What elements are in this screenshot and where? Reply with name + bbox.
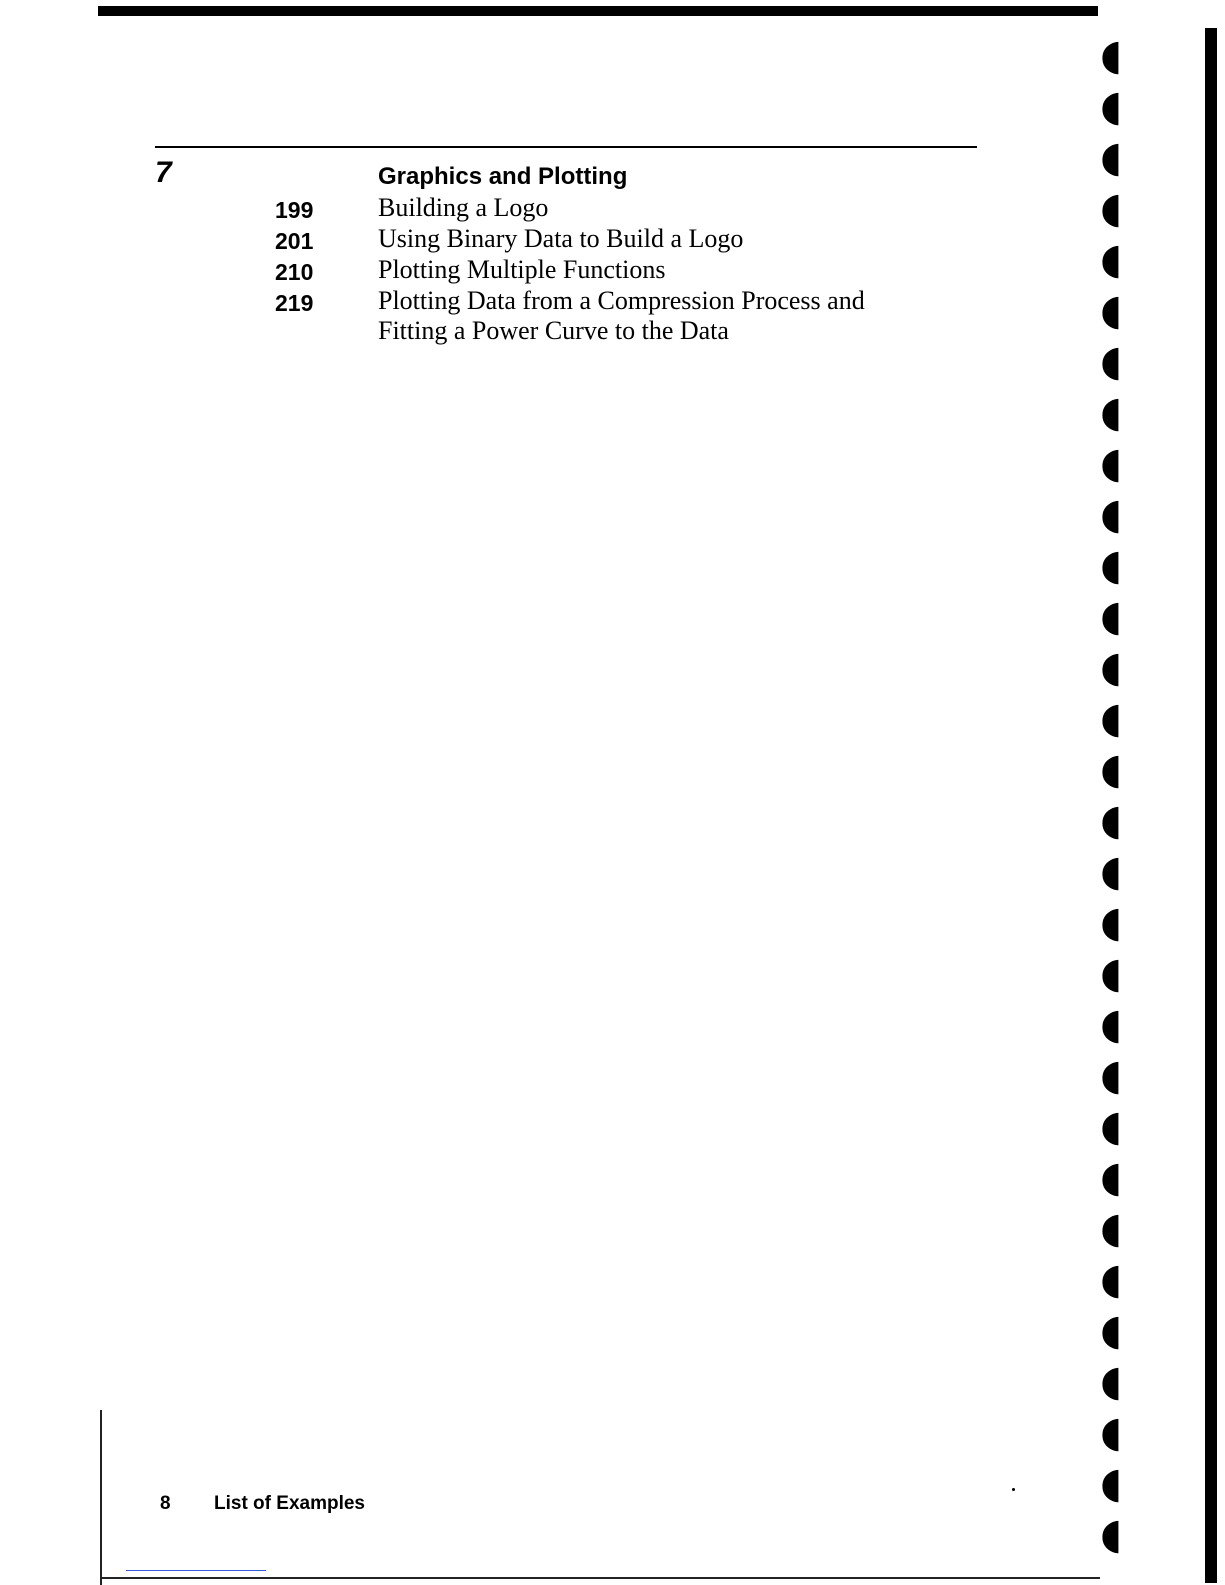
- hyperlink-underline[interactable]: [126, 1570, 266, 1571]
- spiral-binding-icon: [1050, 20, 1225, 1585]
- example-list: [275, 193, 938, 346]
- binding-coil-icon: ◖: [1100, 642, 1123, 691]
- binding-coil-icon: ◖: [1100, 591, 1123, 640]
- binding-coil-icon: ◖: [1100, 540, 1123, 589]
- binding-coil-icon: ◖: [1100, 1050, 1123, 1099]
- page-bottom-border: [100, 1577, 1100, 1579]
- binding-coil-icon: ◖: [1100, 897, 1123, 946]
- example-entry: [275, 193, 938, 224]
- binding-coil-icon: ◖: [1100, 1152, 1123, 1201]
- binding-edge: [1205, 28, 1217, 1583]
- example-page-number: 199: [275, 197, 314, 223]
- binding-coil-icon: ◖: [1100, 1254, 1123, 1303]
- binding-coil-icon: ◖: [1100, 183, 1123, 232]
- binding-coil-icon: ◖: [1100, 1305, 1123, 1354]
- example-entry: [275, 224, 938, 255]
- footer-label: List of Examples: [214, 1493, 365, 1514]
- chapter-divider: [155, 146, 977, 148]
- chapter-title: Graphics and Plotting: [378, 163, 628, 190]
- example-title: Using Binary Data to Build a Logo: [378, 224, 744, 253]
- example-title: Plotting Data from a Compression Process and Fitting a Power Curve to the Data: [378, 286, 865, 345]
- binding-coil-icon: ◖: [1100, 387, 1123, 436]
- binding-coil-icon: ◖: [1100, 30, 1123, 79]
- example-page-number: 219: [275, 290, 314, 316]
- binding-coil-icon: ◖: [1100, 1407, 1123, 1456]
- example-page-number: 210: [275, 259, 314, 285]
- example-entry: [275, 255, 938, 286]
- binding-coil-icon: ◖: [1100, 948, 1123, 997]
- footer-page-number: 8: [160, 1493, 171, 1514]
- binding-coil-icon: ◖: [1100, 795, 1123, 844]
- binding-coil-icon: ◖: [1100, 999, 1123, 1048]
- binding-coil-icon: ◖: [1100, 1203, 1123, 1252]
- binding-coil-icon: ◖: [1100, 1101, 1123, 1150]
- binding-coil-icon: ◖: [1100, 489, 1123, 538]
- page-footer: [160, 1493, 365, 1515]
- binding-coil-icon: ◖: [1100, 1356, 1123, 1405]
- example-entry: [275, 286, 938, 346]
- binding-coil-icon: ◖: [1100, 285, 1123, 334]
- binding-coil-icon: ◖: [1100, 132, 1123, 181]
- page-top-border: [98, 6, 1098, 16]
- binding-coil-icon: ◖: [1100, 336, 1123, 385]
- binding-coil-icon: ◖: [1100, 81, 1123, 130]
- binding-coil-icon: ◖: [1100, 234, 1123, 283]
- example-page-number: 201: [275, 228, 314, 254]
- example-title: Plotting Multiple Functions: [378, 255, 666, 284]
- binding-coil-icon: ◖: [1100, 693, 1123, 742]
- page-left-border: [100, 1410, 102, 1585]
- binding-coil-icon: ◖: [1100, 744, 1123, 793]
- binding-coil-icon: ◖: [1100, 846, 1123, 895]
- example-title: Building a Logo: [378, 193, 549, 222]
- binding-coil-icon: ◖: [1100, 1458, 1123, 1507]
- binding-coil-icon: ◖: [1100, 438, 1123, 487]
- chapter-number: 7: [155, 156, 172, 189]
- speck: [1012, 1488, 1015, 1491]
- binding-coil-icon: ◖: [1100, 1509, 1123, 1558]
